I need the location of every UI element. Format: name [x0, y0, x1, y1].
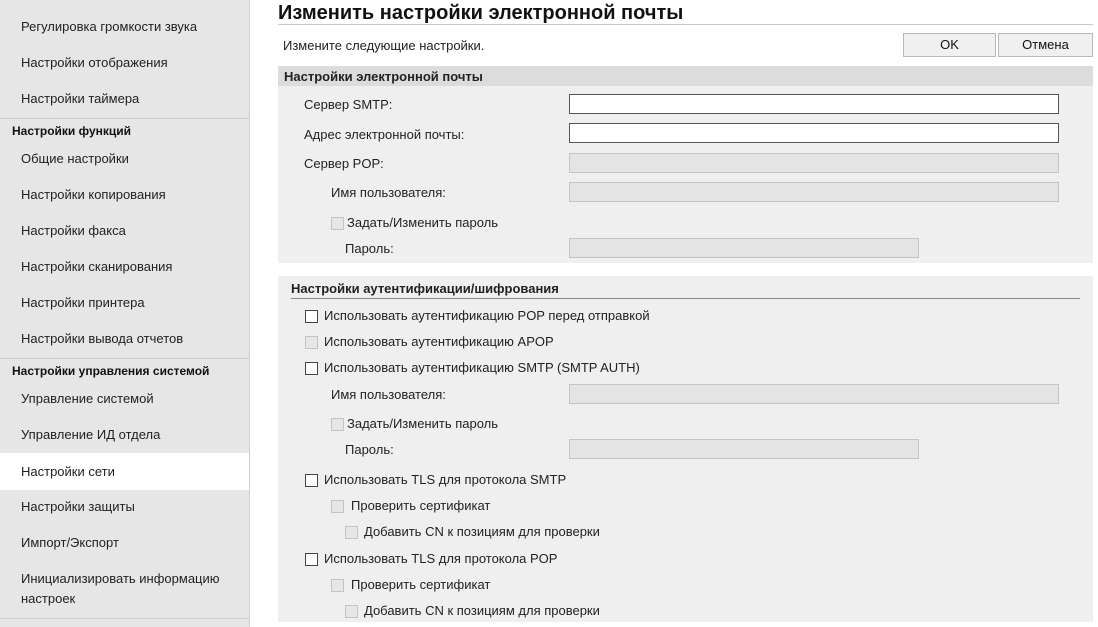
- set-password-label: Задать/Изменить пароль: [347, 215, 499, 230]
- sidebar-item-initialize-line1: Инициализировать информацию: [21, 571, 220, 586]
- sidebar-item-system-management[interactable]: Управление системой: [21, 391, 154, 406]
- apop-label: Использовать аутентификацию APOP: [324, 334, 554, 349]
- set-password-checkbox[interactable]: [331, 217, 344, 230]
- sidebar-section-system: Настройки управления системой: [0, 358, 249, 383]
- verify-cert-pop-label: Проверить сертификат: [351, 577, 491, 592]
- sidebar-item-import-export[interactable]: Импорт/Экспорт: [21, 535, 119, 550]
- verify-cert-pop-checkbox[interactable]: [331, 579, 344, 592]
- tls-smtp-label: Использовать TLS для протокола SMTP: [324, 472, 567, 487]
- ok-button[interactable]: OK: [903, 33, 996, 57]
- cancel-button[interactable]: Отмена: [998, 33, 1093, 57]
- tls-pop-label: Использовать TLS для протокола POP: [324, 551, 558, 566]
- password-label: Пароль:: [345, 241, 394, 256]
- main-content: [278, 0, 1093, 627]
- sidebar-item-reports[interactable]: Настройки вывода отчетов: [21, 331, 184, 346]
- sidebar-item-printer[interactable]: Настройки принтера: [21, 295, 145, 310]
- username-label: Имя пользователя:: [331, 185, 446, 200]
- pop-server-label: Сервер POP:: [304, 156, 384, 171]
- auth-username-input[interactable]: [569, 384, 1059, 404]
- pop-before-smtp-checkbox[interactable]: [305, 310, 318, 323]
- sidebar-item-initialize-line2: настроек: [21, 591, 76, 606]
- add-cn-pop-label: Добавить CN к позициям для проверки: [364, 603, 600, 618]
- add-cn-smtp-label: Добавить CN к позициям для проверки: [364, 524, 600, 539]
- sidebar-item-fax[interactable]: Настройки факса: [21, 223, 126, 238]
- sidebar-item-display[interactable]: Настройки отображения: [21, 55, 168, 70]
- auth-password-input[interactable]: [569, 439, 919, 459]
- title-divider: [278, 24, 1093, 25]
- verify-cert-smtp-label: Проверить сертификат: [351, 498, 491, 513]
- page-title: Изменить настройки электронной почты: [278, 2, 684, 24]
- auth-set-password-label: Задать/Изменить пароль: [347, 416, 499, 431]
- smtp-auth-checkbox[interactable]: [305, 362, 318, 375]
- smtp-auth-label: Использовать аутентификацию SMTP (SMTP AUTH): [324, 360, 640, 375]
- instructions-text: Измените следующие настройки.: [283, 38, 485, 53]
- sidebar: [0, 0, 250, 627]
- sidebar-item-volume[interactable]: Регулировка громкости звука: [21, 19, 198, 34]
- sidebar-item-general[interactable]: Общие настройки: [21, 151, 129, 166]
- add-cn-smtp-checkbox[interactable]: [345, 526, 358, 539]
- add-cn-pop-checkbox[interactable]: [345, 605, 358, 618]
- pop-before-smtp-label: Использовать аутентификацию POP перед отправкой: [324, 308, 650, 323]
- email-settings-panel: [278, 66, 1093, 263]
- smtp-server-input[interactable]: [569, 94, 1059, 114]
- username-input[interactable]: [569, 182, 1059, 202]
- auth-settings-header: Настройки аутентификации/шифрования: [291, 280, 1080, 299]
- auth-set-password-checkbox[interactable]: [331, 418, 344, 431]
- tls-pop-checkbox[interactable]: [305, 553, 318, 566]
- sidebar-item-department-id[interactable]: Управление ИД отдела: [21, 427, 161, 442]
- sidebar-item-copy[interactable]: Настройки копирования: [21, 187, 166, 202]
- sidebar-section-functions: Настройки функций: [0, 118, 249, 143]
- apop-checkbox[interactable]: [305, 336, 318, 349]
- sidebar-item-initialize[interactable]: [0, 569, 249, 609]
- smtp-server-label: Сервер SMTP:: [304, 97, 393, 112]
- sidebar-item-timer[interactable]: Настройки таймера: [21, 91, 140, 106]
- auth-settings-panel: [278, 276, 1093, 622]
- email-address-input[interactable]: [569, 123, 1059, 143]
- sidebar-item-security[interactable]: Настройки защиты: [21, 499, 135, 514]
- email-address-label: Адрес электронной почты:: [304, 127, 465, 142]
- email-settings-header: Настройки электронной почты: [278, 66, 1093, 86]
- tls-smtp-checkbox[interactable]: [305, 474, 318, 487]
- sidebar-item-scan[interactable]: Настройки сканирования: [21, 259, 173, 274]
- pop-server-input[interactable]: [569, 153, 1059, 173]
- verify-cert-smtp-checkbox[interactable]: [331, 500, 344, 513]
- auth-username-label: Имя пользователя:: [331, 387, 446, 402]
- sidebar-divider: [0, 618, 249, 619]
- sidebar-item-network[interactable]: Настройки сети: [0, 453, 249, 490]
- password-input[interactable]: [569, 238, 919, 258]
- auth-password-label: Пароль:: [345, 442, 394, 457]
